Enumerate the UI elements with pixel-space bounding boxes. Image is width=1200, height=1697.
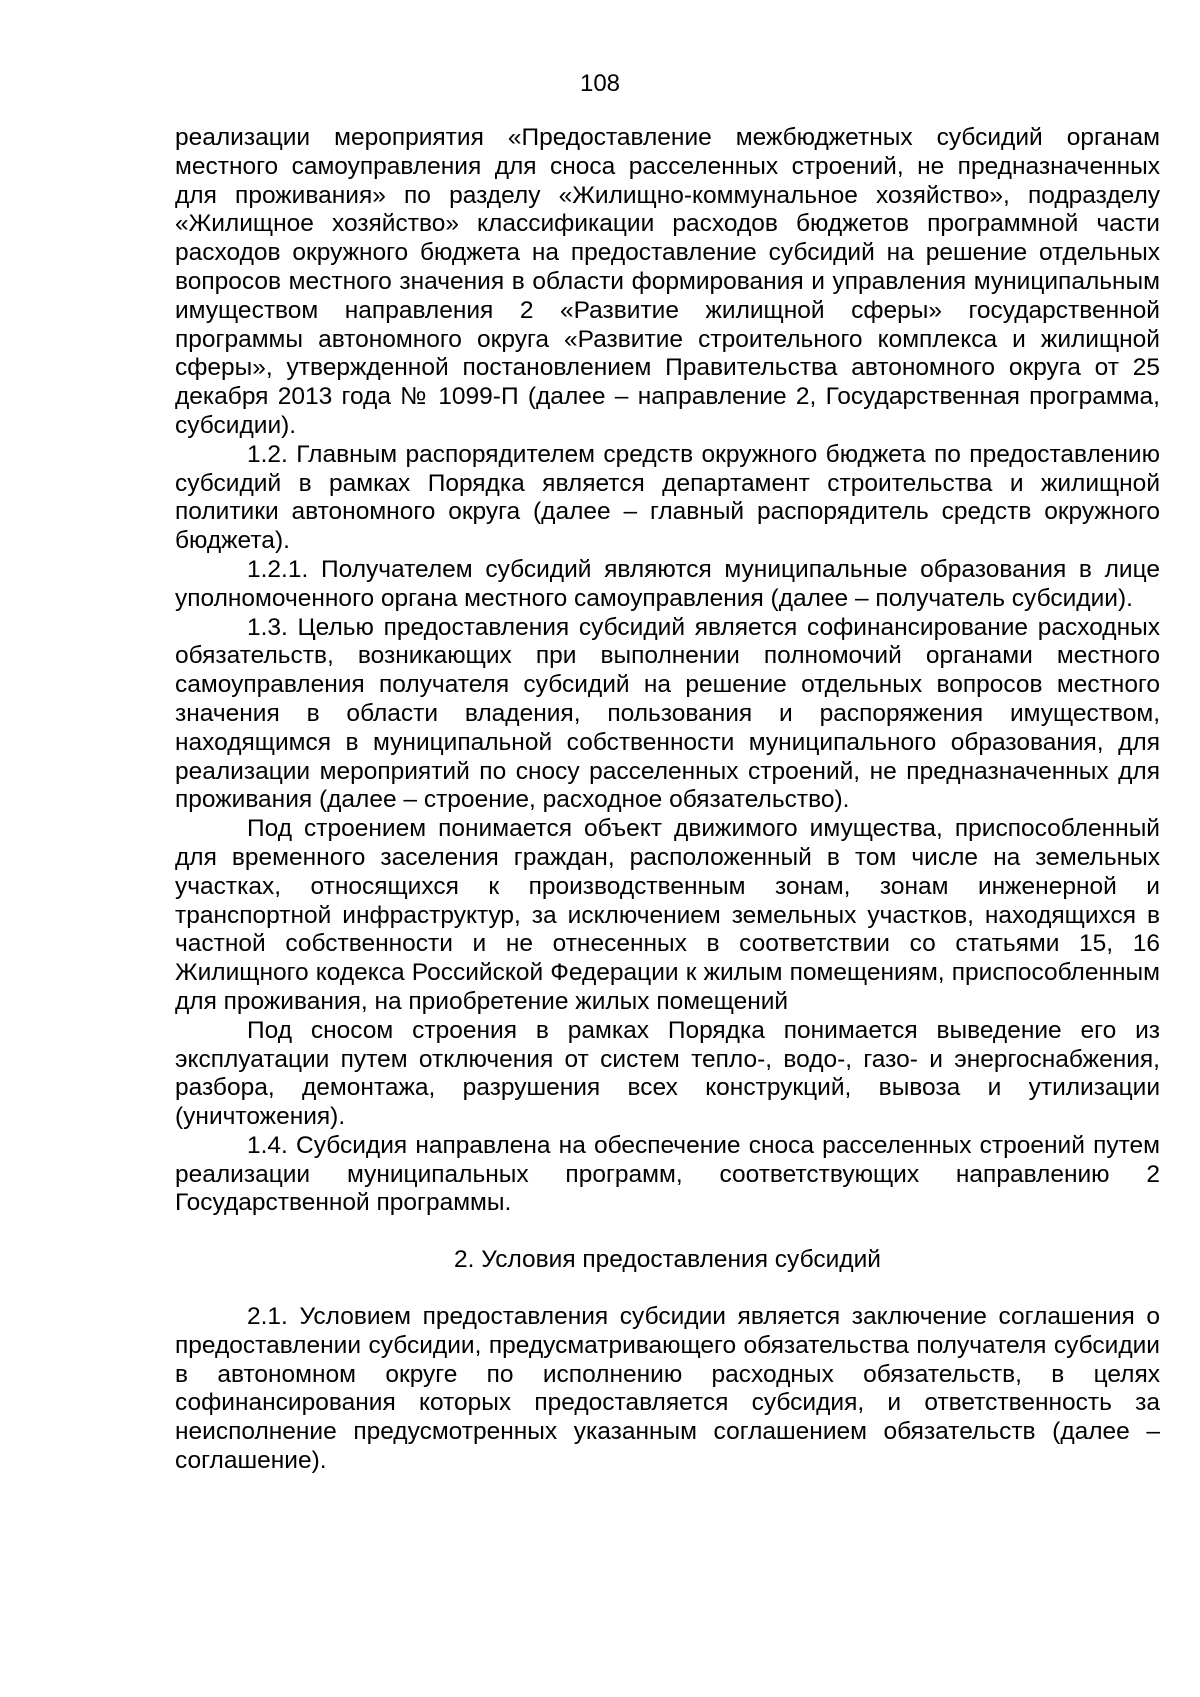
paragraph-1-3: 1.3. Целью предоставления субсидий является софинансирование расходных обязательств, возникающих при выполнении полномочий органами местного самоуправления получателя субсидий на решение отдельных вопросов местного значения в области владения, пользования и распоряжения имуществом, находящимся в муниципальной собственности муниципального образования, для реализации мероприятий по сносу расселенных строений, не предназначенных для проживания (далее – строение, расходное обязательство). bbox=[175, 613, 1160, 814]
paragraph-1-4: 1.4. Субсидия направлена на обеспечение сноса расселенных строений путем реализации муниципальных программ, соответствующих направлению 2 Государственной программы. bbox=[175, 1131, 1160, 1217]
document-body bbox=[175, 124, 1160, 1476]
paragraph-2-1: 2.1. Условием предоставления субсидии является заключение соглашения о предоставлении субсидии, предусматривающего обязательства получателя субсидии в автономном округе по исполнению расходных обязательств, в целях софинансирования которых предоставляется субсидия, и ответственность за неисполнение предусмотренных указанным соглашением обязательств (далее – соглашение). bbox=[175, 1303, 1160, 1475]
paragraph-continuation: реализации мероприятия «Предоставление межбюджетных субсидий органам местного самоуправления для сноса расселенных строений, не предназначенных для проживания» по разделу «Жилищно-коммунальное хозяйство», подразделу «Жилищное хозяйство» классификации расходов бюджетов программной части расходов окружного бюджета на предоставление субсидий на решение отдельных вопросов местного значения в области формирования и управления муниципальным имуществом направления 2 «Развитие жилищной сферы» государственной программы автономного округа «Развитие строительного комплекса и жилищной сферы», утвержденной постановлением Правительства автономного округа от 25 декабря 2013 года № 1099-П (далее – направление 2, Государственная программа, субсидии). bbox=[175, 124, 1160, 439]
paragraph-structure-definition: Под строением понимается объект движимого имущества, приспособленный для временного заселения граждан, расположенный в том числе на земельных участках, относящихся к производственным зонам, зонам инженерной и транспортной инфраструктур, за исключением земельных участков, находящихся в частной собственности и не отнесенных в соответствии со статьями 15, 16 Жилищного кодекса Российской Федерации к жилым помещениям, приспособленным для проживания, на приобретение жилых помещений bbox=[175, 815, 1160, 1015]
section-2-heading-wrap bbox=[175, 1246, 1160, 1275]
paragraph-1-2-1: 1.2.1. Получателем субсидий являются муниципальные образования в лице уполномоченного органа местного самоуправления (далее – получатель субсидии). bbox=[175, 555, 1160, 612]
paragraph-1-2: 1.2. Главным распорядителем средств окружного бюджета по предоставлению субсидий в рамках Порядка является департамент строительства и жилищной политики автономного округа (далее – главный распорядитель средств окружного бюджета). bbox=[175, 440, 1160, 555]
page-number: 108 bbox=[579, 70, 621, 97]
section-2-heading: 2. Условия предоставления субсидий bbox=[454, 1246, 881, 1274]
paragraph-demolition-definition: Под сносом строения в рамках Порядка понимается выведение его из эксплуатации путем отключения от систем тепло-, водо-, газо- и энергоснабжения, разбора, демонтажа, разрушения всех конструкций, вывоза и утилизации (уничтожения). bbox=[175, 1016, 1160, 1131]
